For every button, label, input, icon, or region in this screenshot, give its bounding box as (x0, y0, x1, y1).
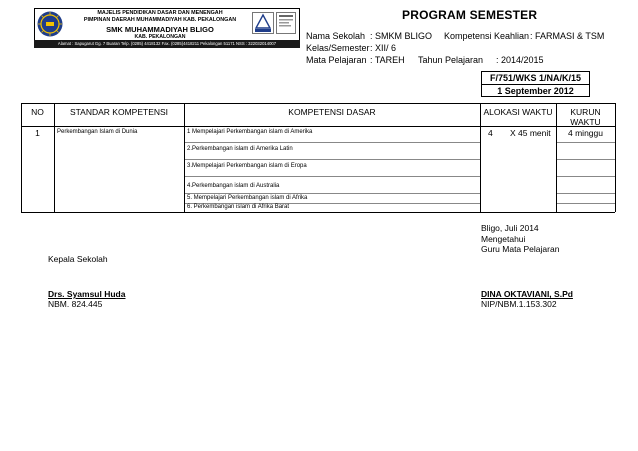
kd-item: 4.Perkembangan islam di Australia (187, 183, 280, 189)
header-standar-kompetensi: STANDAR KOMPETENSI (69, 107, 169, 117)
letterhead-city: KAB. PEKALONGAN (134, 34, 186, 40)
header-waktu: WAKTU (570, 117, 601, 127)
kelas-semester-label: Kelas/Semester (306, 43, 370, 53)
kd-item: 6. Perkembangan islam di Afrika Barat (187, 204, 290, 210)
guru-name: DINA OKTAVIANI, S.Pd (481, 289, 573, 299)
header-kurun: KURUN (570, 107, 601, 117)
row-standar-kompetensi: Perkembangan Islam di Dunia (57, 129, 138, 135)
header-alokasi-waktu: ALOKASI WAKTU (483, 107, 553, 117)
kd-item: 5. Mempelajari Perkembangan islam di Afrika (187, 195, 308, 201)
kurun-waktu-value: 4 minggu (568, 128, 603, 138)
kompetensi-keahlian-value: : FARMASI & TSM (530, 31, 605, 41)
kepala-sekolah-nbm: NBM. 824.445 (48, 299, 103, 309)
col-border (54, 103, 55, 212)
letterhead-line-2: PIMPINAN DAERAH MUHAMMADIYAH KAB. PEKALONGAN (83, 17, 237, 23)
kd-item: 3.Mempelajari Perkembangan islam di Eropa (187, 163, 307, 169)
mata-pelajaran-value: : TAREH (370, 55, 405, 65)
alokasi-waktu-unit: X 45 menit (510, 128, 551, 138)
kompetensi-keahlian-label: Kompetensi Keahlian (444, 31, 530, 41)
kd-item: 1 Mempelajari Perkembangan islam di Amerika (187, 129, 313, 135)
mengetahui-label: Mengetahui (481, 234, 526, 244)
row-divider (184, 142, 480, 143)
row-divider (184, 159, 480, 160)
document-date: 1 September 2012 (482, 84, 589, 97)
letterhead-address: Alamat : Sapugarut Gg. 7 Buaran Telp. (0285) 4418132 Fax. (0285)4418211 Pekalongan 51171 NSS : 322032014007 (34, 40, 300, 48)
tahun-pelajaran-label: Tahun Pelajaran (418, 55, 484, 65)
nama-sekolah-value: : SMKM BLIGO (370, 31, 433, 41)
guru-nip: NIP/NBM.1.153.302 (481, 299, 557, 309)
place-date: Bligo, Juli 2014 (481, 223, 539, 233)
col-border (21, 103, 22, 212)
guru-title: Guru Mata Pelajaran (481, 244, 560, 254)
iso-certification-icon (252, 12, 274, 34)
document-code: F/751/WKS 1/NA/K/15 (489, 73, 582, 83)
header-kompetensi-dasar: KOMPETENSI DASAR (288, 107, 376, 117)
row-divider (556, 142, 615, 143)
muhammadiyah-logo-icon (37, 11, 63, 37)
col-border (480, 103, 481, 212)
row-divider (556, 203, 615, 204)
kepala-sekolah-name: Drs. Syamsul Huda (48, 289, 126, 299)
table-bottom-border (21, 212, 615, 213)
certificate-badge-icon (276, 12, 296, 34)
tahun-pelajaran-value: : 2014/2015 (496, 55, 544, 65)
document-code-box (481, 71, 590, 97)
letterhead-line-1: MAJELIS PENDIDIKAN DASAR DAN MENENGAH (97, 10, 223, 16)
col-border (184, 103, 185, 212)
table-header-bottom-border (21, 126, 615, 127)
row-no: 1 (35, 128, 40, 138)
row-divider (556, 193, 615, 194)
nama-sekolah-label: Nama Sekolah (306, 31, 366, 41)
header-no: NO (31, 107, 44, 117)
col-border (615, 103, 616, 212)
table-top-border (21, 103, 615, 104)
kepala-sekolah-title: Kepala Sekolah (48, 254, 108, 264)
kelas-semester-value: : XII/ 6 (370, 43, 397, 53)
row-divider (556, 159, 615, 160)
row-divider (184, 176, 480, 177)
mata-pelajaran-label: Mata Pelajaran (306, 55, 367, 65)
row-divider (556, 176, 615, 177)
alokasi-waktu-number: 4 (488, 128, 493, 138)
kd-item: 2.Perkembangan islam di Amerika Latin (187, 146, 293, 152)
school-name: SMK MUHAMMADIYAH BLIGO (106, 25, 214, 34)
page-title: PROGRAM SEMESTER (402, 8, 538, 22)
row-divider (184, 193, 480, 194)
